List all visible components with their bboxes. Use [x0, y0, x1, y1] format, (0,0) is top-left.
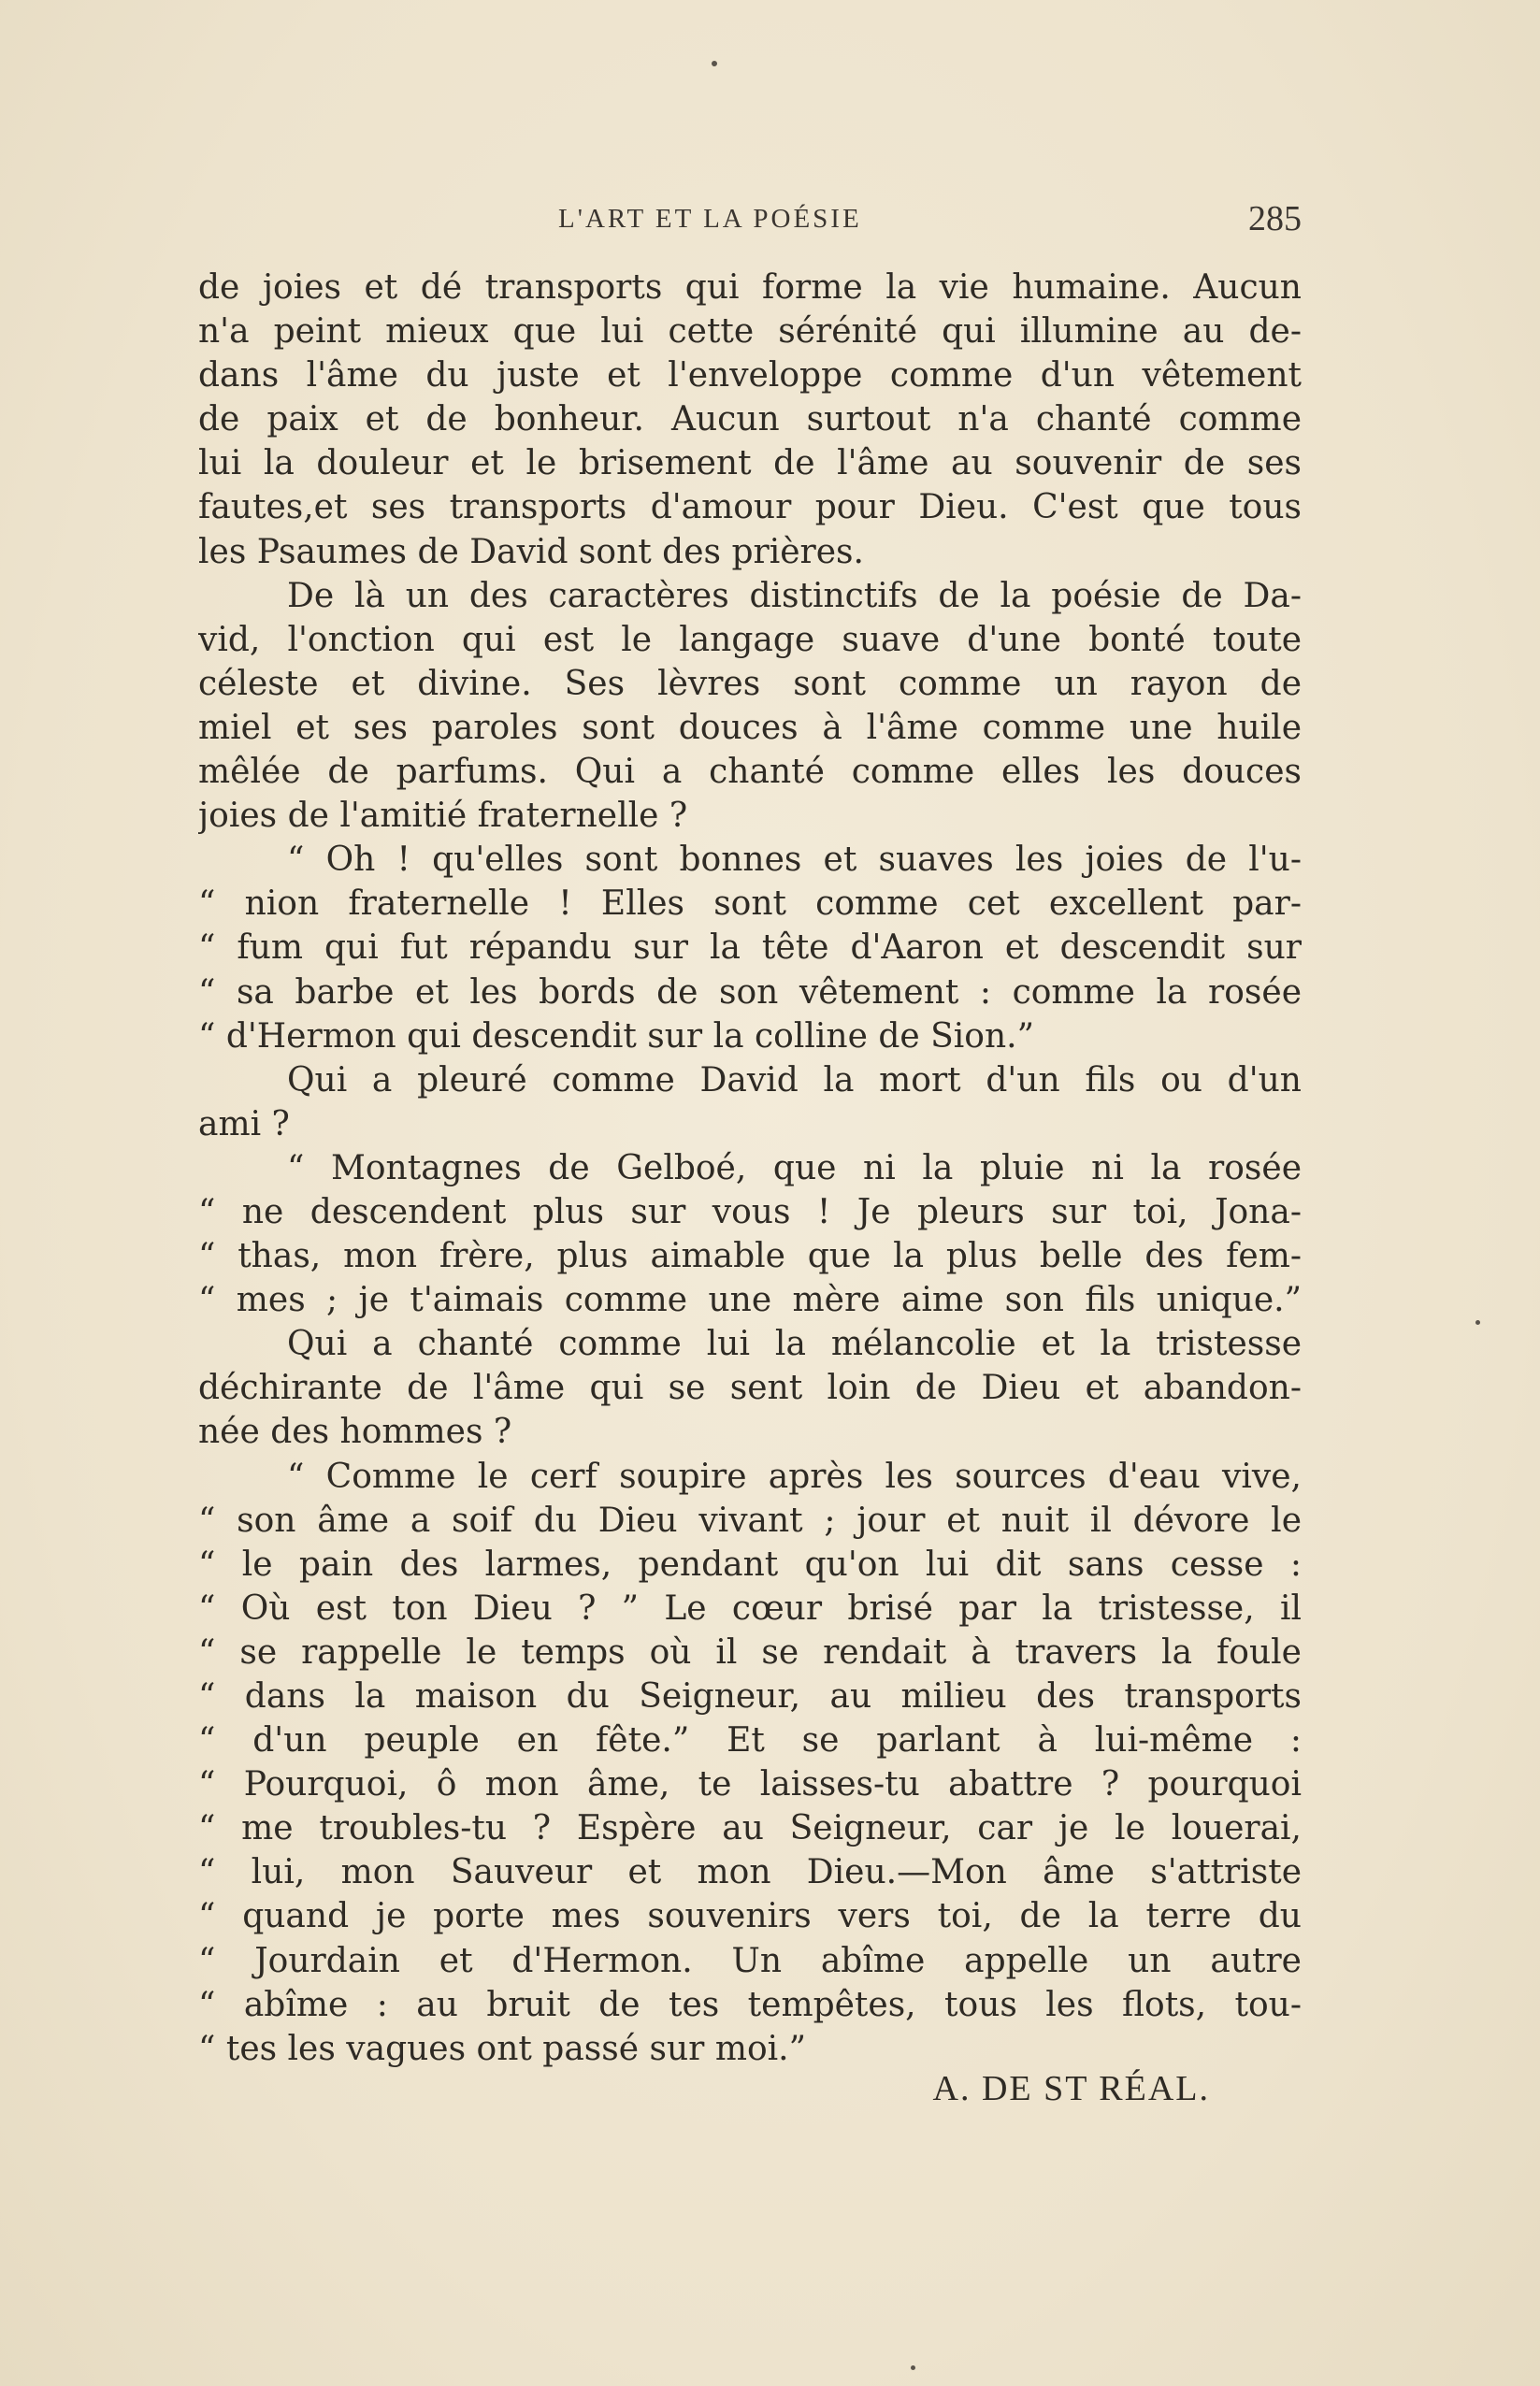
- text-line: née des hommes ?: [198, 1413, 512, 1452]
- ink-speck: [1475, 1320, 1480, 1325]
- text-line: “ tes les vagues ont passé sur moi.”: [198, 2029, 806, 2068]
- author-signature: A. DE ST RÉAL.: [932, 2069, 1210, 2108]
- text-line: “ thas, mon frère, plus aimable que la plus belle des fem-: [198, 1237, 1302, 1276]
- text-line: “ Montagnes de Gelboé, que ni la pluie ni la rosée: [287, 1148, 1302, 1187]
- text-line: n'a peint mieux que lui cette sérénité qui illumine au de-: [198, 312, 1302, 352]
- text-line: “ d'un peuple en fête.” Et se parlant à lui-même :: [198, 1721, 1302, 1761]
- text-line: lui la douleur et le brisement de l'âme au souvenir de ses: [198, 444, 1302, 483]
- body-text: [198, 266, 1302, 2071]
- text-line: de paix et de bonheur. Aucun surtout n'a chanté comme: [198, 400, 1302, 439]
- text-line: dans l'âme du juste et l'enveloppe comme d'un vêtement: [198, 356, 1302, 395]
- text-line: “ sa barbe et les bords de son vêtement : comme la rosée: [198, 972, 1302, 1012]
- text-line: céleste et divine. Ses lèvres sont comme un rayon de: [198, 664, 1302, 703]
- text-line: “ lui, mon Sauveur et mon Dieu.—Mon âme s'attriste: [198, 1853, 1302, 1892]
- page-number: 285: [1248, 199, 1302, 238]
- text-line: “ le pain des larmes, pendant qu'on lui dit sans cesse :: [198, 1545, 1302, 1584]
- text-line: “ Comme le cerf soupire après les sources d'eau vive,: [287, 1457, 1302, 1496]
- text-line: Qui a pleuré comme David la mort d'un fils ou d'un: [287, 1060, 1302, 1100]
- text-line: “ se rappelle le temps où il se rendait à travers la foule: [198, 1632, 1302, 1672]
- text-line: “ me troubles-tu ? Espère au Seigneur, car je le louerai,: [198, 1809, 1302, 1848]
- text-line: “ Où est ton Dieu ? ” Le cœur brisé par la tristesse, il: [198, 1588, 1302, 1628]
- text-line: joies de l'amitié fraternelle ?: [198, 797, 688, 836]
- text-line: Qui a chanté comme lui la mélancolie et la tristesse: [287, 1325, 1302, 1364]
- text-line: de joies et dé transports qui forme la vie humaine. Aucun: [198, 268, 1302, 307]
- text-line: déchirante de l'âme qui se sent loin de Dieu et abandon-: [198, 1369, 1302, 1408]
- text-line: mêlée de parfums. Qui a chanté comme elles les douces: [198, 753, 1302, 792]
- text-line: vid, l'onction qui est le langage suave d'une bonté toute: [198, 620, 1302, 659]
- text-line: “ Jourdain et d'Hermon. Un abîme appelle un autre: [198, 1941, 1302, 1980]
- text-line: “ Pourquoi, ô mon âme, te laisses-tu abattre ? pourquoi: [198, 1765, 1302, 1804]
- text-line: “ Oh ! qu'elles sont bonnes et suaves les joies de l'u-: [287, 841, 1302, 880]
- text-line: “ dans la maison du Seigneur, au milieu des transports: [198, 1677, 1302, 1716]
- text-line: “ fum qui fut répandu sur la tête d'Aaron et descendit sur: [198, 928, 1302, 968]
- text-line: miel et ses paroles sont douces à l'âme comme une huile: [198, 708, 1302, 747]
- text-line: les Psaumes de David sont des prières.: [198, 532, 864, 571]
- running-head: L'ART ET LA POÉSIE: [558, 204, 862, 234]
- text-line: “ mes ; je t'aimais comme une mère aime son fils unique.”: [198, 1281, 1302, 1320]
- page-header: [198, 198, 1302, 245]
- text-line: “ quand je porte mes souvenirs vers toi, de la terre du: [198, 1897, 1302, 1936]
- text-line: “ son âme a soif du Dieu vivant ; jour et nuit il dévore le: [198, 1501, 1302, 1540]
- text-line: “ nion fraternelle ! Elles sont comme cet excellent par-: [198, 884, 1302, 924]
- text-line: fautes,et ses transports d'amour pour Dieu. C'est que tous: [198, 488, 1302, 527]
- text-line: De là un des caractères distinctifs de la poésie de Da-: [287, 576, 1302, 615]
- ink-speck: [911, 2365, 915, 2370]
- text-line: “ abîme : au bruit de tes tempêtes, tous les flots, tou-: [198, 1985, 1302, 2024]
- ink-speck: [712, 61, 717, 66]
- text-line: “ ne descendent plus sur vous ! Je pleurs sur toi, Jona-: [198, 1192, 1302, 1231]
- text-line: “ d'Hermon qui descendit sur la colline de Sion.”: [198, 1016, 1034, 1056]
- text-line: ami ?: [198, 1104, 290, 1143]
